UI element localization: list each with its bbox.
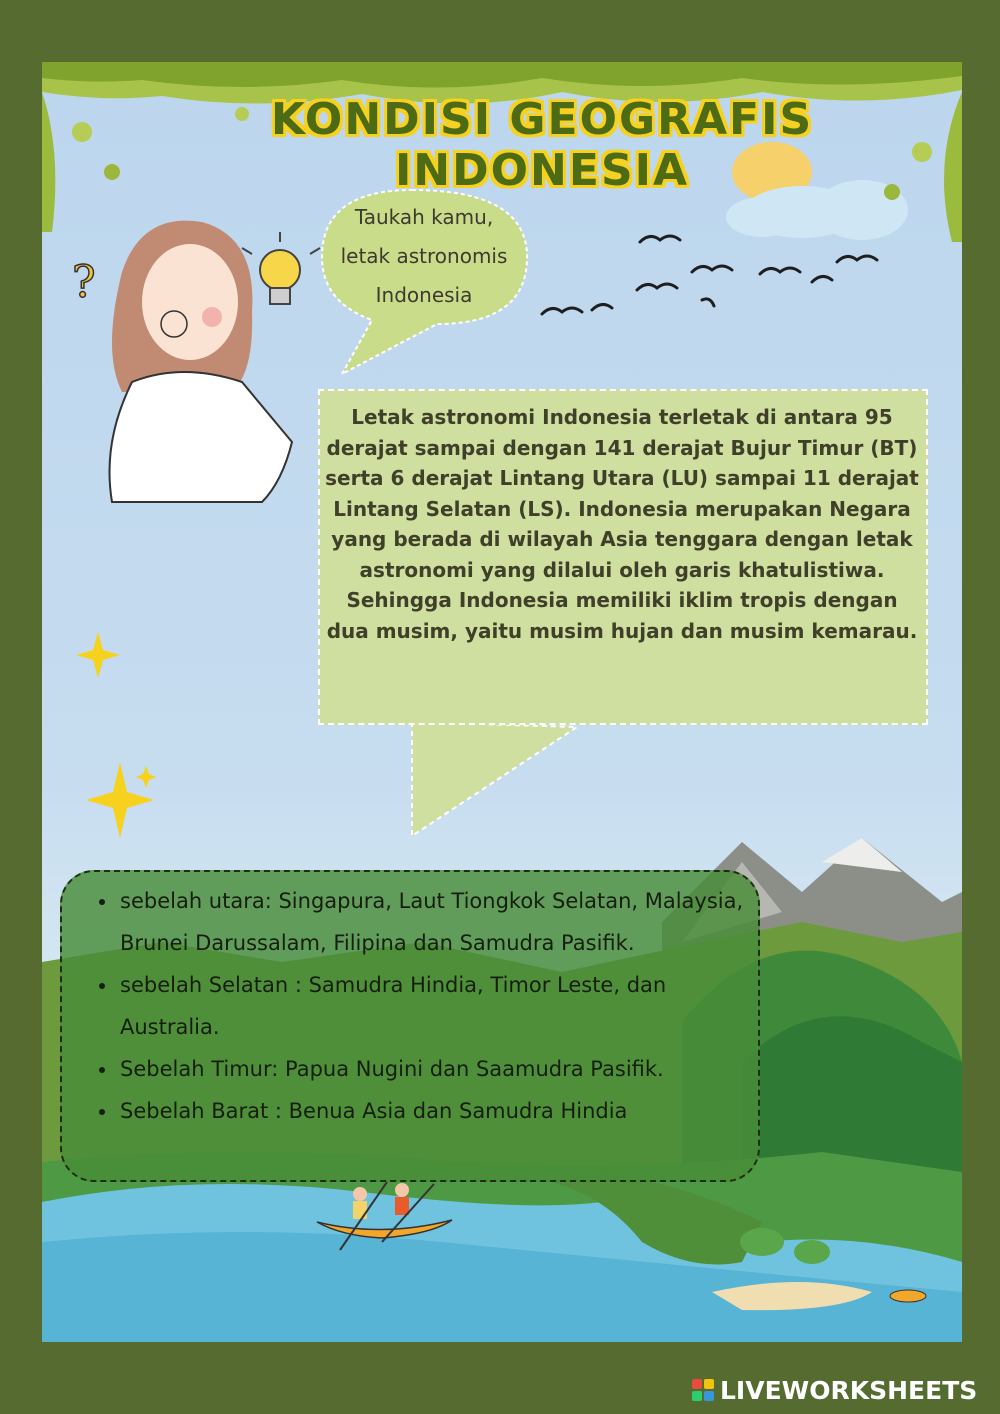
speech-bubble-text (324, 198, 524, 315)
info-box-tail (412, 722, 577, 836)
list-item: • sebelah utara: Singapura, Laut Tiongkok Selatan, Malaysia, Brunei Darussalam, Filipina dan Samudra Pasifik. (118, 880, 768, 964)
liveworksheets-logo[interactable] (692, 1374, 977, 1406)
speech-bubble-line: letak astronomis (340, 244, 508, 268)
speech-bubble-line: Indonesia (375, 283, 473, 307)
sparkle-icon (76, 632, 156, 838)
watermark-text: LIVEWORKSHEETS (720, 1375, 978, 1405)
question-mark-icon: ? (72, 257, 96, 308)
info-paragraph: Letak astronomi Indonesia terletak di antara 95 derajat sampai dengan 141 derajat Bujur Timur (BT) serta 6 derajat Lintang Utara (LU) sampai 11 derajat Lintang Selatan (LS). Indonesia merupakan Negara yang berada di wilayah Asia tenggara dengan letak astronomi yang dilalui oleh garis khatulistiwa. Sehingga Indonesia memiliki iklim tropis dengan dua musim, yaitu musim hujan dan musim kemarau. (325, 405, 919, 643)
speech-bubble-line: Taukah kamu, (354, 205, 494, 229)
lightbulb-icon (242, 232, 320, 304)
list-item: • Sebelah Timur: Papua Nugini dan Saamudra Pasifik. (118, 1048, 768, 1090)
liveworksheets-logo-icon (692, 1379, 714, 1401)
birds-icon (542, 236, 877, 314)
borders-list (84, 880, 768, 1132)
page-title: KONDISI GEOGRAFIS INDONESIA (270, 94, 814, 196)
worksheet-frame (42, 62, 962, 1342)
list-item: • sebelah Selatan : Samudra Hindia, Timor Leste, dan Australia. (118, 964, 768, 1048)
list-item: • Sebelah Barat : Benua Asia dan Samudra Hindia (118, 1090, 768, 1132)
